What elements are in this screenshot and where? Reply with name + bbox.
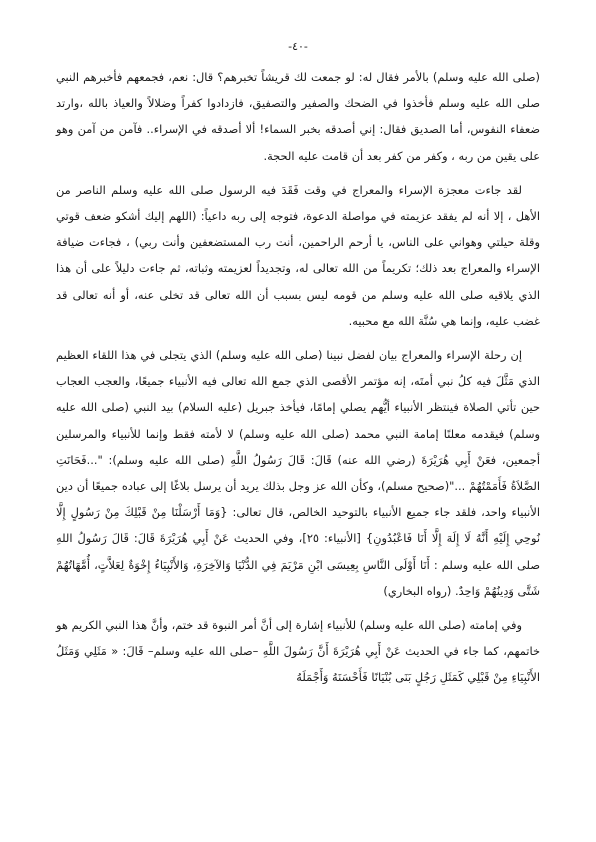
document-body bbox=[56, 64, 540, 691]
paragraph-1: (صلى الله عليه وسلم) بالأمر فقال له: لو جمعت لك قريشاً تخبرهم؟ قال: نعم، فجمعهم فأخبرهم النبي صلى الله عليه وسلم فأخذوا في الضحك والصفير والتصفيق، فازدادوا كفراً وضلالاً والعياذ بالله ،وارتد ضعفاء النفوس، أما الصديق فقال: إني أصدقه بخبر السماء! ألا أصدقه في الإسراء.. فآمن من آمن وهو على يقين من ربه ، وكفر من كفر بعد أن قامت عليه الحجة. bbox=[56, 70, 540, 163]
paragraph-4: وفي إمامته (صلى الله عليه وسلم) للأنبياء إشارة إلى أنَّ أمر النبوة قد ختم، وأنَّ هذا النبي الكريم هو خاتمهم، كما جاء في الحديث عَنْ أَبِي هُرَيْرَةَ أَنَّ رَسُولَ اللَّهِ –صلى الله عليه وسلم– قَالَ: « مَثَلِي وَمَثَلُ الأَنْبِيَاءِ مِنْ قَبْلِي كَمَثَلِ رَجُلٍ بَنَى بُنْيَانًا فَأَحْسَنَهُ وَأَجْمَلَهُ bbox=[56, 618, 540, 685]
paragraph-3: إن رحلة الإسراء والمعراج بيان لفضل نبينا (صلى الله عليه وسلم) الذي يتجلى في هذا اللقاء العظيم الذي مَثَّلَ فيه كلُ نبي أمتَه، إنه مؤتمر الأقصى الذي جمع الله تعالى فيه الأنبياء جميعًا، والعجب العجاب حين تأتي الصلاة فينتظر الأنبياء أيُّهم يصلي إمامًا، فيأخذ جبريل (عليه السلام) بيد النبي (صلى الله عليه وسلم) فيقدمه معلنًا إمامة النبي محمد (صلى الله عليه وسلم) لا لأمته فقط وإنما للأنبياء والمرسلين أجمعين، فعَنْ أَبِي هُرَيْرَةَ (رضي الله عنه) قَالَ: قَالَ رَسُولُ اللَّهِ (صلى الله عليه وسلم): "...فَحَانَتِ الصَّلاَةُ فَأَمَمْتُهُمْ ..."(صحيح مسلم)، وكأن الله عز وجل بذلك يريد أن يرسل بلاغًا إلى عباده جميعًا أن دين الأنبياء واحد، فلقد جاء جميع الأنبياء بالتوحيد الخالص، قال تعالى: {وَمَا أَرْسَلْنَا مِنْ قَبْلِكَ مِنْ رَسُولٍ إِلَّا نُوحِي إِلَيْهِ أَنَّهُ لَا إِلَهَ إِلَّا أَنَا فَاعْبُدُونِ} [الأنبياء: ٢٥]، وفي الحديث عَنْ أَبِي هُرَيْرَةَ قَالَ: قَالَ رَسُولُ اللهِ صلى الله عليه وسلم : أَنَا أَوْلَى النَّاسِ بِعِيسَى ابْنِ مَرْيَمَ فِي الدُّنْيَا وَالآخِرَةِ، وَالأَنْبِيَاءُ إِخْوَةٌ لِعَلاَّتٍ، أُمَّهَاتُهُمْ شَتَّى وَدِينُهُمْ وَاحِدٌ. (رواه البخاري) bbox=[56, 348, 541, 598]
page-number: -٤٠- bbox=[288, 40, 308, 53]
paragraph-2: لقد جاءت معجزة الإسراء والمعراج في وقت فَقَدَ فيه الرسول صلى الله عليه وسلم الناصر من الأهل ، إلا أنه لم يفقد عزيمته في مواصلة الدعوة، فتوجه إلى ربه داعياً: (اللهم إليك أشكو ضعف قوتي وقلة حيلتي وهواني على الناس، يا أرحم الراحمين، أنت رب المستضعفين وأنت ربي) ، فجاءت ضيافة الإسراء والمعراج بعد ذلك؛ تكريماً من الله تعالى له، وتجديداً لعزيمته وثباته، ثم جاءت دليلاً على أن هذا الذي يلاقيه صلى الله عليه وسلم من قومه ليس بسبب أن الله تعالى قد تخلى عنه، أو أنه تعالى قد غضب عليه، وإنما هي سُنَّة الله مع محبيه. bbox=[56, 182, 540, 328]
